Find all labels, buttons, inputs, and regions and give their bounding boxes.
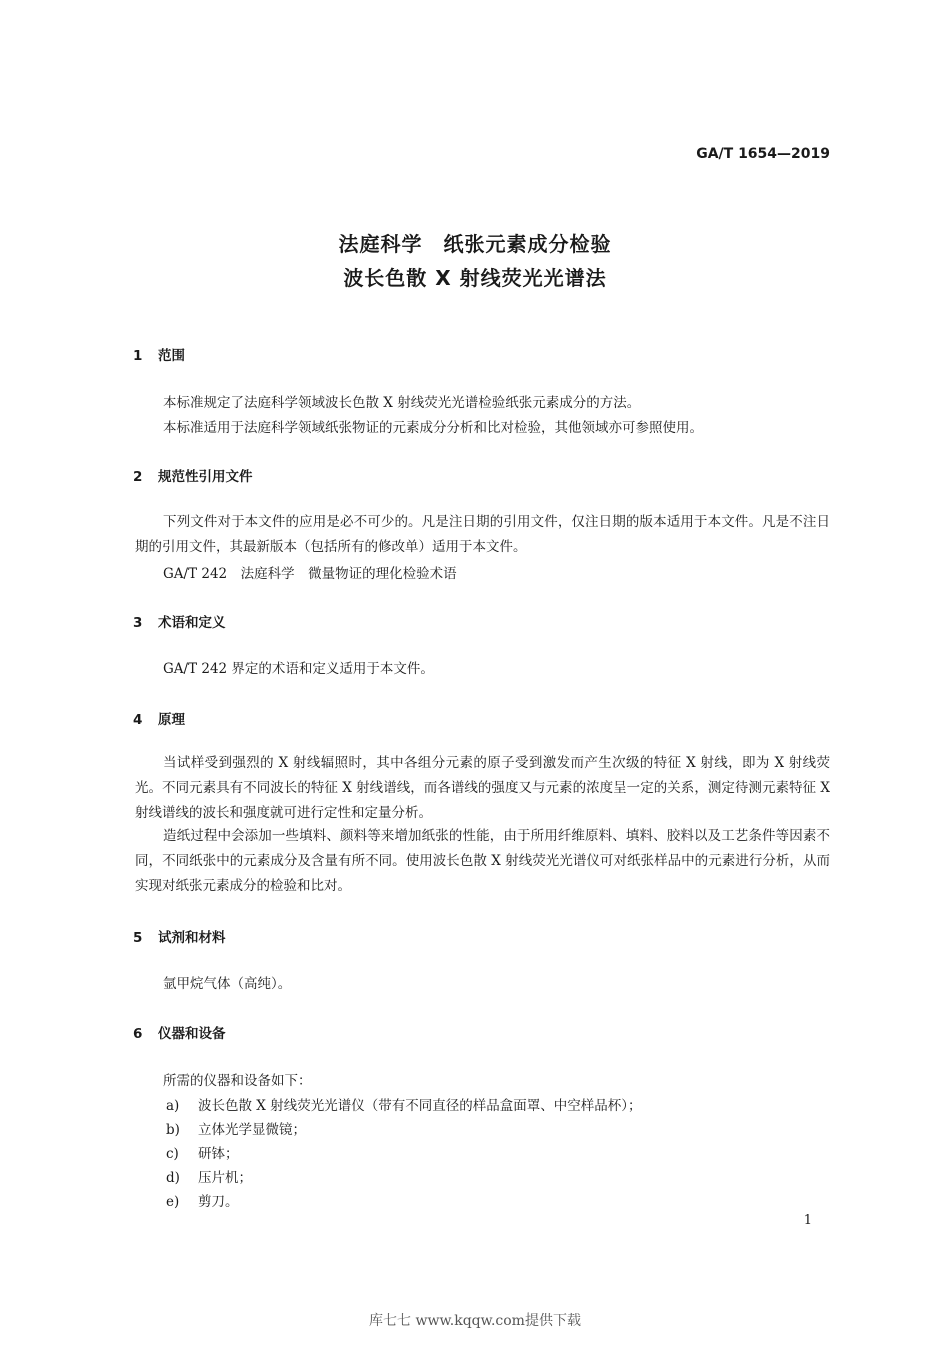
section-title: 规范性引用文件 (158, 469, 253, 485)
section-5-heading (133, 926, 226, 946)
document-title-line-1: 法庭科学 纸张元素成分检验 (338, 232, 612, 256)
section-title: 范围 (158, 348, 185, 364)
list-item-text: 压片机； (198, 1170, 252, 1186)
list-item (166, 1118, 306, 1138)
list-item (166, 1094, 641, 1114)
section-2-paragraph-1: 下列文件对于本文件的应用是必不可少的。凡是注日期的引用文件，仅注日期的版本适用于本文件。凡是不注日期的引用文件，其最新版本（包括所有的修改单）适用于本文件。 (135, 514, 830, 555)
section-1-heading (133, 344, 185, 364)
section-number: 4 (133, 712, 143, 728)
section-title: 原理 (158, 712, 185, 728)
standard-code: GA/T 1654—2019 (696, 146, 830, 162)
section-number: 6 (133, 1026, 143, 1042)
section-number: 1 (133, 348, 143, 364)
section-1-paragraph-1: 本标准规定了法庭科学领域波长色散 X 射线荧光光谱检验纸张元素成分的方法。 (163, 395, 641, 411)
list-item-text: 研钵； (198, 1146, 239, 1162)
section-6-intro: 所需的仪器和设备如下： (163, 1073, 312, 1089)
section-2-heading (133, 465, 253, 485)
section-5-paragraph-1: 氩甲烷气体（高纯）。 (163, 976, 292, 992)
list-item-label: a) (166, 1098, 180, 1114)
section-title: 仪器和设备 (158, 1026, 226, 1042)
list-item-text: 波长色散 X 射线荧光光谱仪（带有不同直径的样品盒面罩、中空样品杯）； (198, 1098, 642, 1114)
section-title: 术语和定义 (158, 615, 226, 631)
section-4-heading (133, 708, 185, 728)
list-item-label: c) (166, 1146, 179, 1162)
page-number: 1 (803, 1213, 812, 1228)
download-watermark: 库七七 www.kqqw.com提供下载 (369, 1313, 581, 1329)
list-item (166, 1166, 252, 1186)
section-3-heading (133, 611, 226, 631)
list-item (166, 1190, 239, 1210)
section-number: 2 (133, 469, 143, 485)
section-4-paragraph-2: 造纸过程中会添加一些填料、颜料等来增加纸张的性能，由于所用纤维原料、填料、胶料以及工艺条件等因素不同，不同纸张中的元素成分及含量有所不同。使用波长色散 X 射线荧光光谱仪可对纸张样品中的元素进行分析，从而实现对纸张元素成分的检验和比对。 (135, 828, 830, 894)
section-4-paragraph-1: 当试样受到强烈的 X 射线辐照时，其中各组分元素的原子受到激发而产生次级的特征 X 射线，即为 X 射线荧光。不同元素具有不同波长的特征 X 射线谱线，而各谱线的强度又与元素的浓度呈一定的关系，测定待测元素特征 X 射线谱线的波长和强度就可进行定性和定量分析。 (135, 755, 830, 821)
list-item-label: d) (166, 1170, 180, 1186)
list-item-text: 剪刀。 (198, 1194, 239, 1210)
document-title-line-2: 波长色散 X 射线荧光光谱法 (343, 266, 607, 290)
list-item-label: b) (166, 1122, 180, 1138)
section-number: 5 (133, 930, 143, 946)
section-number: 3 (133, 615, 143, 631)
list-item (166, 1142, 239, 1162)
section-title: 试剂和材料 (158, 930, 226, 946)
list-item-text: 立体光学显微镜； (198, 1122, 306, 1138)
section-1-paragraph-2: 本标准适用于法庭科学领域纸张物证的元素成分分析和比对检验，其他领域亦可参照使用。 (163, 420, 703, 436)
section-6-heading (133, 1022, 226, 1042)
list-item-label: e) (166, 1194, 180, 1210)
section-3-paragraph-1: GA/T 242 界定的术语和定义适用于本文件。 (163, 661, 434, 677)
normative-reference: GA/T 242 法庭科学 微量物证的理化检验术语 (163, 566, 457, 582)
